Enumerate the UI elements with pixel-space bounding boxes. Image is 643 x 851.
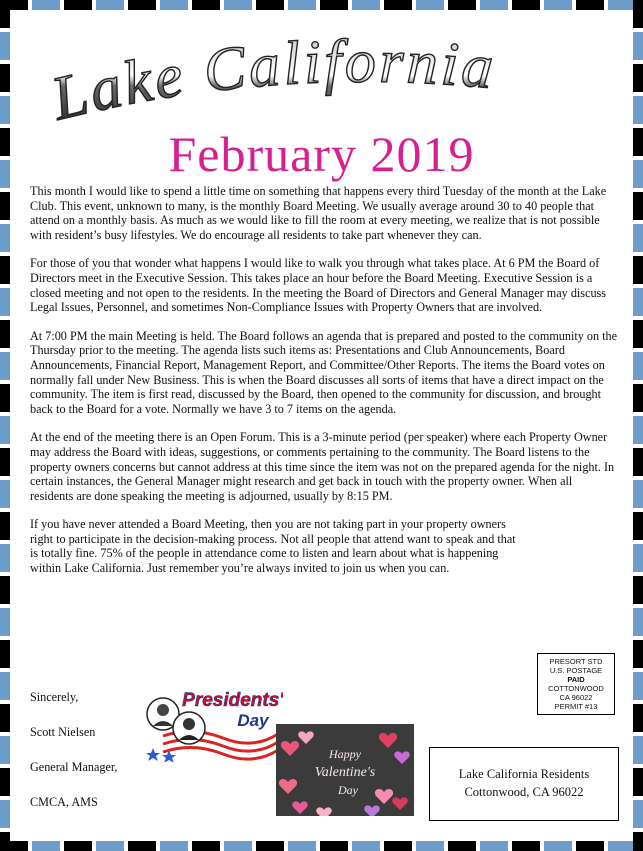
postage-line: PRESORT STD (549, 657, 603, 666)
postage-line: PERMIT #13 (554, 702, 598, 711)
newsletter-page (18, 14, 625, 837)
valentine-text-valentines: Valentine's (314, 765, 376, 780)
border-bottom (0, 841, 643, 851)
masthead-title: Lake California (45, 32, 499, 132)
postage-line: U.S. POSTAGE (549, 666, 603, 675)
postage-line: COTTONWOOD (548, 684, 604, 693)
masthead-title-art (18, 32, 625, 132)
signer-role: General Manager, (30, 760, 118, 774)
presidents-day-title: Presidents' (182, 690, 283, 711)
border-left (0, 0, 10, 851)
paragraph: At the end of the meeting there is an Open Forum. This is a 3-minute period (per speaker) where each Property Owner may address the Board with ideas, suggestions, or comments pertaining to the community. The Board listens to the property owners concerns but cannot address at this time since the item was not on the prepared agenda for the night. In certain instances, the General Manager might research and get back in touch with the property owner. When all residents are done speaking the meeting is adjourned, usually by 8:15 PM. (30, 430, 615, 503)
signer-credentials: CMCA, AMS (30, 795, 98, 809)
article-body (30, 184, 618, 590)
paragraph: For those of you that wonder what happens I would like to walk you through what takes place. At 6 PM the Board of Directors meet in the Executive Session. This takes place an hour before the Board Meeting. Executive Session is a closed meeting and not open to the residents. In the meeting the Board of Directors and General Manager may discuss Legal Issues, Personnel, and sometimes Non-Compliance Issues with Property Owners that are involved. (30, 256, 607, 315)
presidents-day-subtitle: Day (237, 711, 269, 730)
border-right (633, 0, 643, 851)
mailing-address (429, 747, 619, 821)
postage-line: CA 96022 (559, 693, 593, 702)
masthead (18, 32, 625, 132)
postage-line: PAID (567, 675, 585, 684)
signer-name: Scott Nielsen (30, 725, 96, 739)
valentines-graphic (276, 724, 414, 816)
svg-text:Lake California (45, 32, 499, 132)
valentine-text-happy: Happy (329, 747, 361, 761)
issue-month: February 2019 (168, 126, 475, 182)
valentine-text-day: Day (338, 783, 358, 797)
paragraph: If you have never attended a Board Meeting, then you are not taking part in your property owners right to participate in the decision-making process. Not all people that attend want to speak and that is totally fine. 75% of the people in attendance come to listen and learn about what is happening within Lake California. Just remember you’re always invited to join us when you can. (30, 517, 516, 576)
closing-salutation: Sincerely, (30, 690, 79, 704)
paragraph: This month I would like to spend a little time on something that happens every third Tuesday of the month at the Lake Club. This event, unknown to many, is the monthly Board Meeting. We usually average around 30 to 40 people that attend on a monthly basis. As much as we would like to fill the room at every meeting, we realize that is not possible with resident’s busy lifestyles. We do encourage all residents to take part whenever they can. (30, 184, 607, 242)
presidents-day-graphic (133, 682, 283, 762)
postage-indicia (537, 653, 615, 715)
address-city: Cottonwood, CA 96022 (464, 785, 584, 799)
border-top (0, 0, 643, 10)
address-recipient: Lake California Residents (458, 767, 590, 781)
paragraph: At 7:00 PM the main Meeting is held. The Board follows an agenda that is prepared and posted to the community on the Thursday prior to the meeting. The agenda lists such items as: Presentations and Club Announcements, Board Announcements, Financial Report, Management Report, and Committee/Other Reports. The items the Board votes on normally fall under New Business. This is when the Board discusses all sorts of items that have a direct impact on the community. The item is first read, discussed by the Board, then opened to the community for discussion, and brought back to the Board for a vote. Normally we have 3 to 7 items on the agenda. (30, 328, 618, 416)
